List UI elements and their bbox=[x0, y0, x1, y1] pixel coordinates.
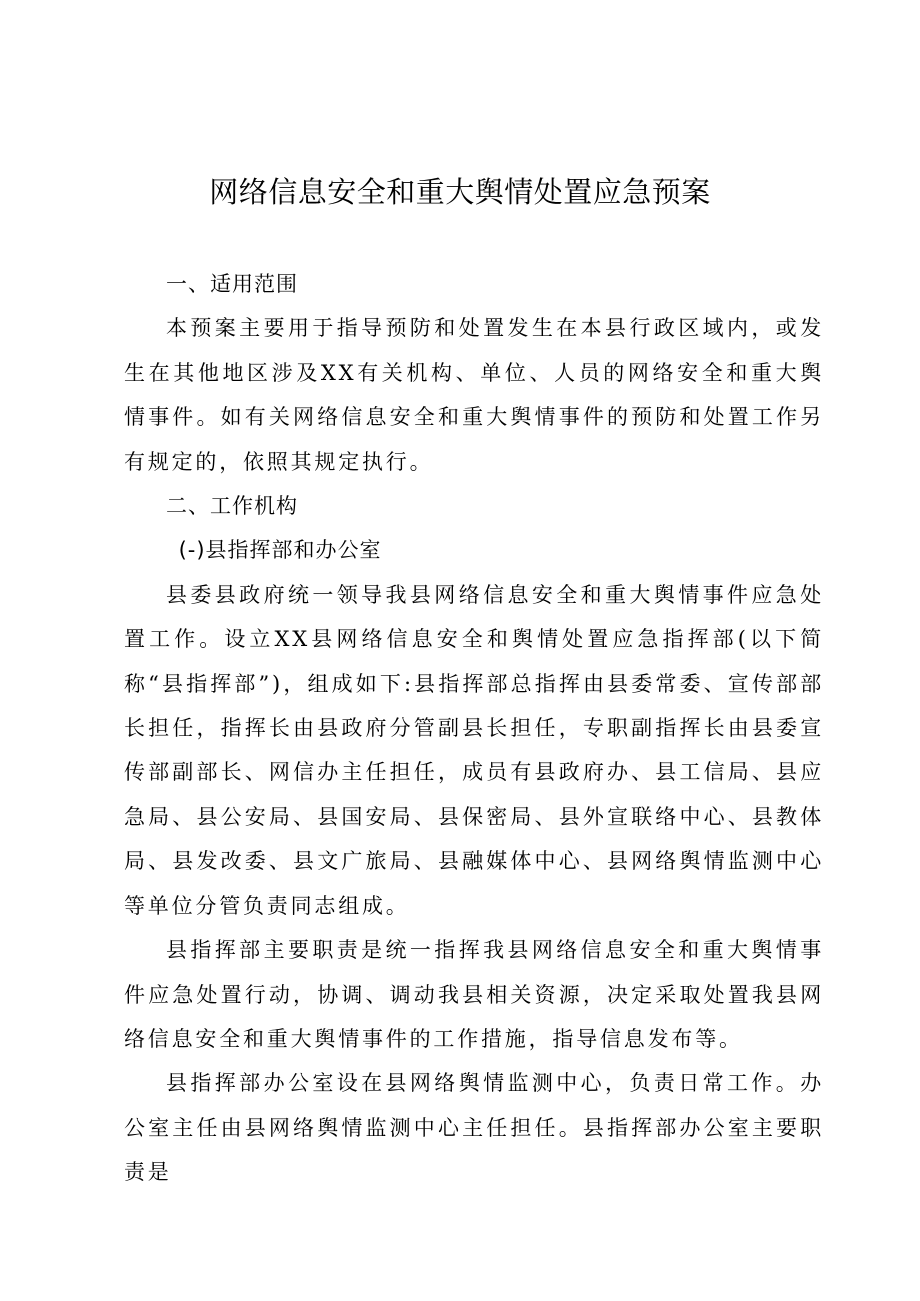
document-title: 网络信息安全和重大舆情处置应急预案 bbox=[209, 175, 711, 209]
paragraph-command-duties: 县指挥部主要职责是统一指挥我县网络信息安全和重大舆情事件应急处置行动，协调、调动我县相关资源，决定采取处置我县网络信息安全和重大舆情事件的工作措施，指导信息发布等。 bbox=[124, 938, 824, 1051]
paragraph-office-duties: 县指挥部办公室设在县网络舆情监测中心，负责日常工作。办公室主任由县网络舆情监测中心主任担任。县指挥部办公室主要职责是 bbox=[124, 1071, 824, 1185]
paragraph-command-composition: 县委县政府统一领导我县网络信息安全和重大舆情事件应急处置工作。设立XX县网络信息安全和舆情处置应急指挥部(以下简称“县指挥部”)，组成如下:县指挥部总指挥由县委常委、宣传部部长担任，指挥长由县政府分管副县长担任，专职副指挥长由县委宣传部副部长、网信办主任担任，成员有县政府办、县工信局、县应急局、县公安局、县国安局、县保密局、县外宣联络中心、县教体局、县发改委、县文广旅局、县融媒体中心、县网络舆情监测中心等单位分管负责同志组成。 bbox=[124, 582, 824, 918]
section-heading-organization: 二、工作机构 bbox=[166, 494, 298, 519]
section-heading-scope: 一、适用范围 bbox=[166, 272, 298, 296]
paragraph-scope: 本预案主要用于指导预防和处置发生在本县行政区域内，或发生在其他地区涉及XX有关机构、单位、人员的网络安全和重大舆情事件。如有关网络信息安全和重大舆情事件的预防和处置工作另有规定的，依照其规定执行。 bbox=[124, 316, 824, 474]
subsection-heading-command-office: (-)县指挥部和办公室 bbox=[178, 538, 382, 563]
document-body bbox=[124, 262, 824, 1195]
